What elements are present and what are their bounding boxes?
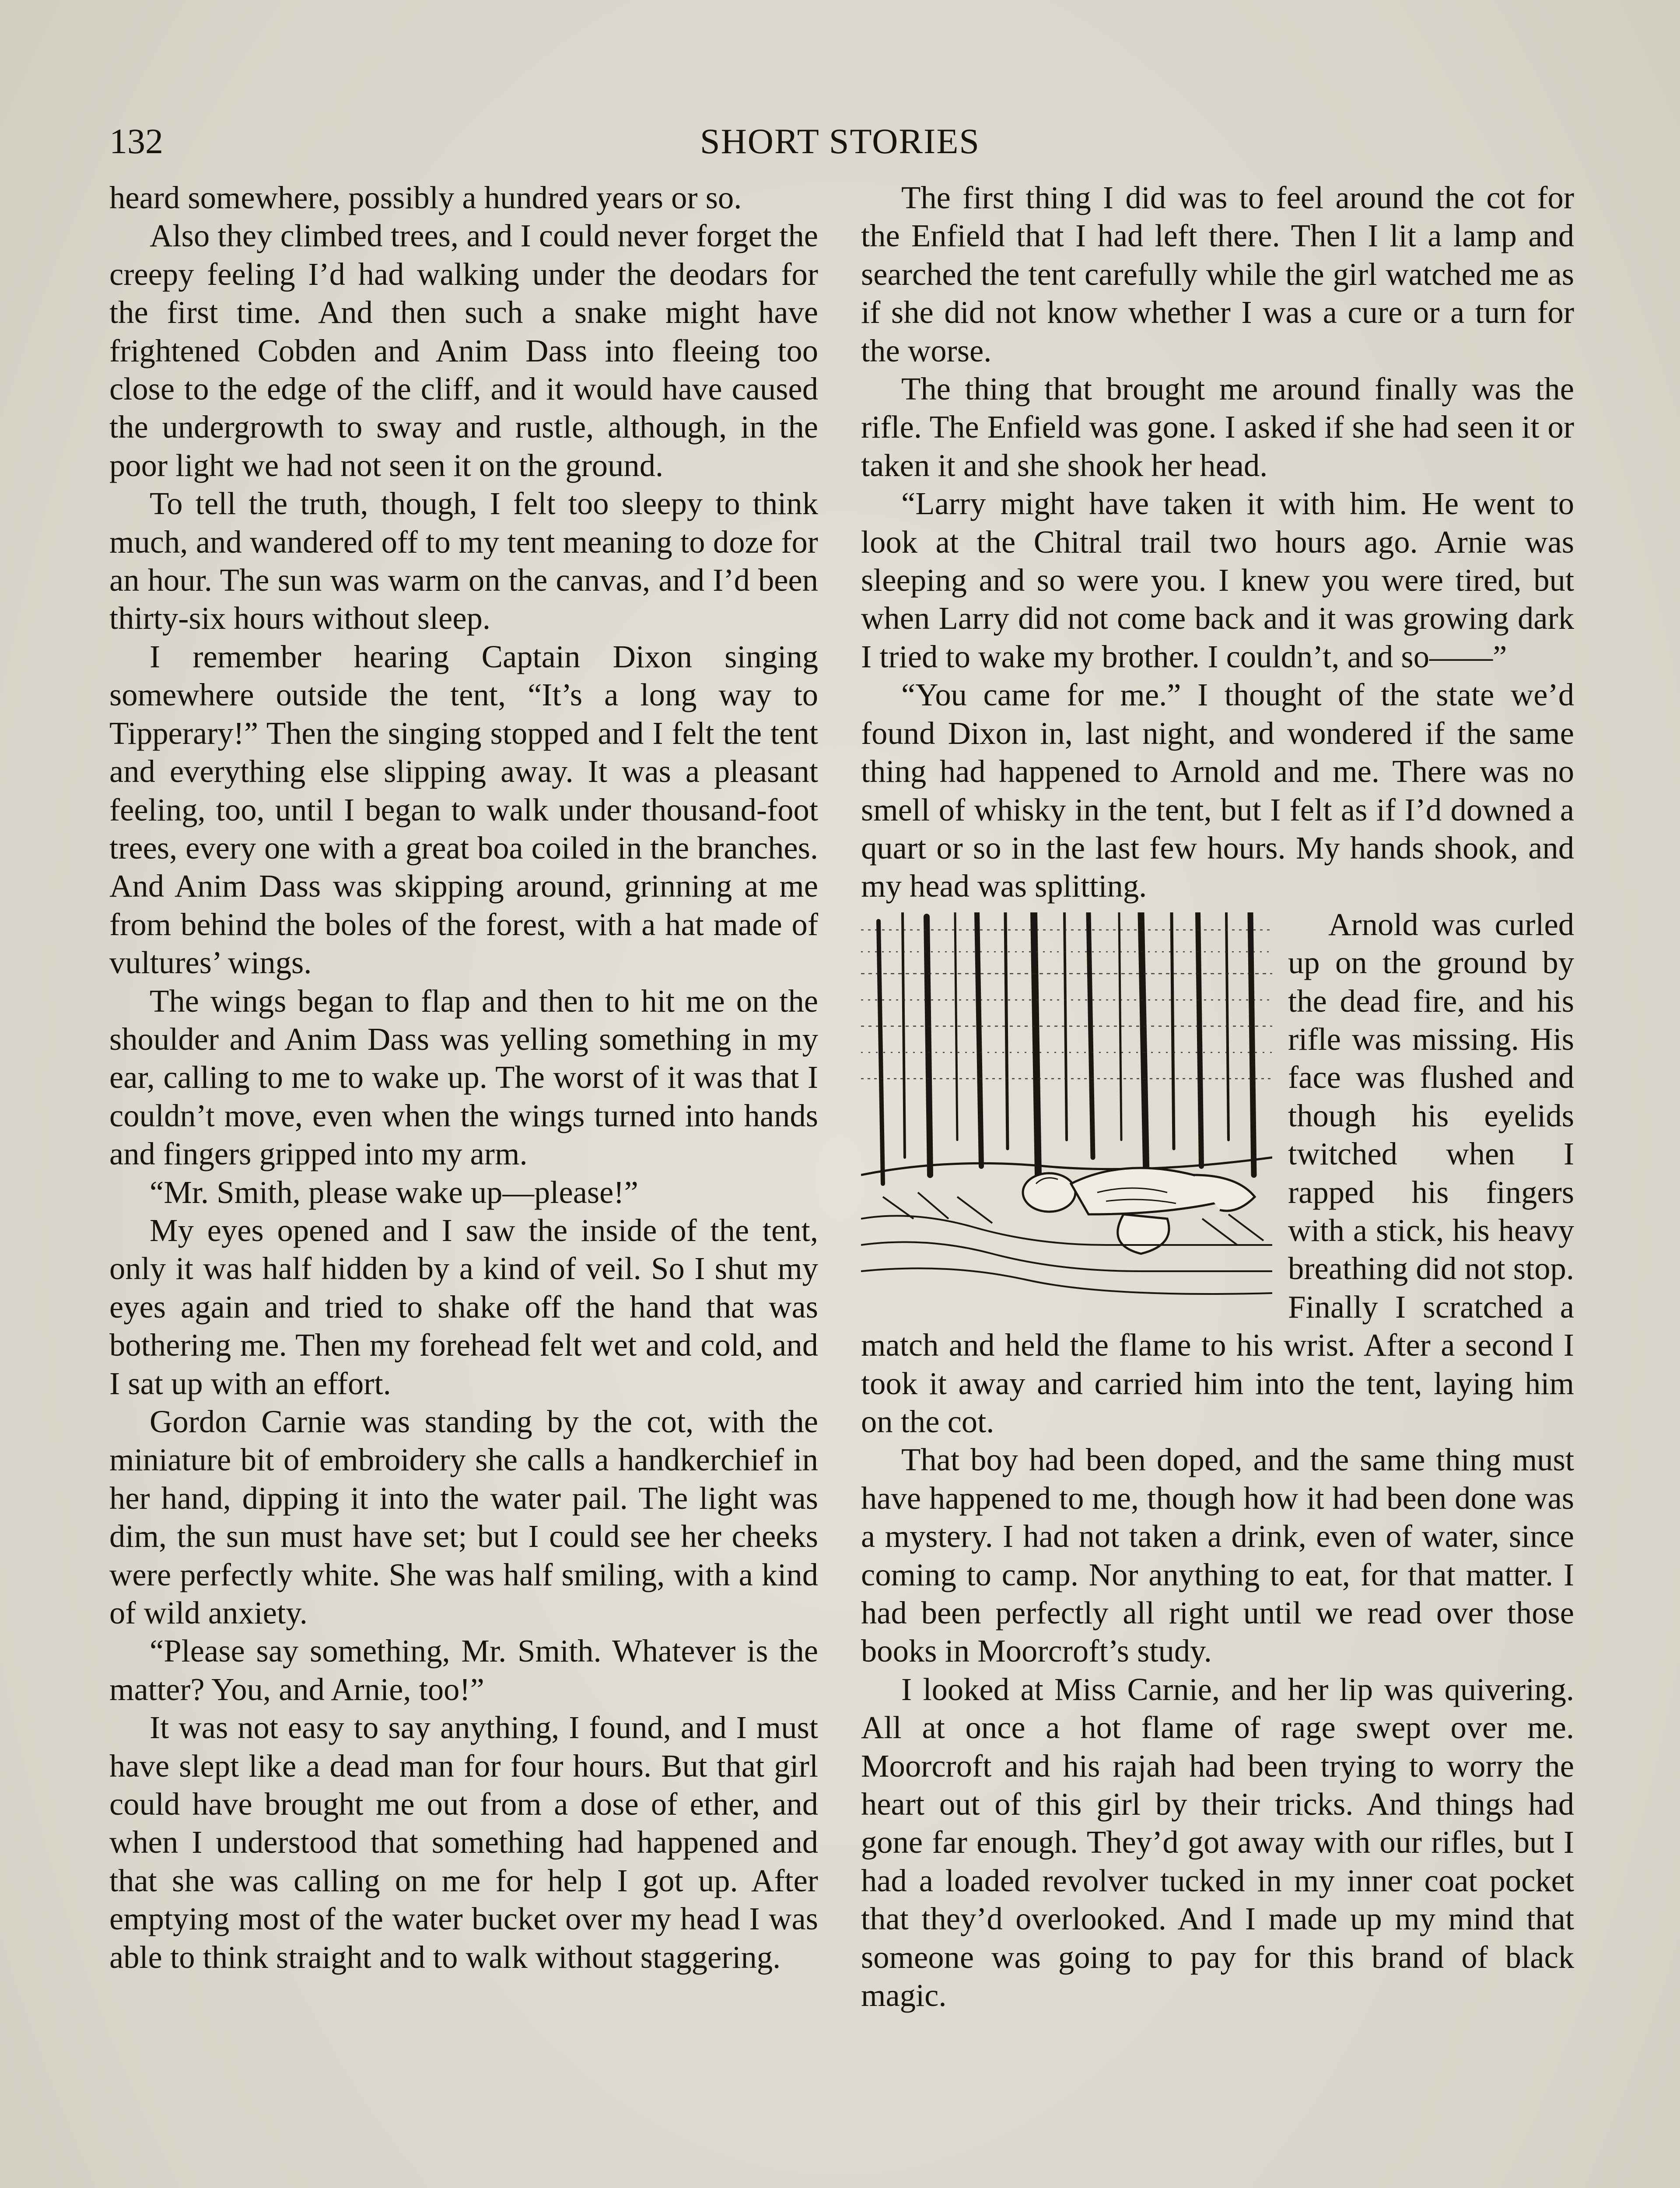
paragraph: I looked at Miss Carnie, and her lip was quivering. All at once a hot flame of rage swept over me. Moorcroft and his rajah had been trying to worry the heart out of this girl by their tricks. And things had gone far enough. They’d got away with our rifles, but I had a loaded revolver tucked in my inner coat pocket that they’d overlooked. And I made up my mind that someone was going to pay for this brand of black magic. — [861, 1671, 1574, 2013]
paragraph: “Please say something, Mr. Smith. Whatever is the matter? You, and Arnie, too!” — [109, 1633, 818, 1707]
paragraph: “Larry might have taken it with him. He went to look at the Chitral trail two hours ago. Arnie was sleeping and so were you. I knew you were tired, but when Larry did not come back and it was growing dark I tried to wake my brother. I couldn’t, and so——” — [861, 486, 1574, 674]
paragraph: I remember hearing Captain Dixon singing somewhere outside the tent, “It’s a long way to Tipperary!” Then the singing stopped and I felt the tent and everything else slipping away. It was a pleasant feeling, too, until I began to walk under thousand-foot trees, every one with a great boa coiled in the branches. And Anim Dass was skipping around, grinning at me from behind the boles of the forest, with a hat made of vultures’ wings. — [109, 638, 818, 981]
paragraph: Also they climbed trees, and I could never forget the creepy feeling I’d had walking under the deodars for the first time. And then such a snake might have frightened Cobden and Anim Dass into fleeing too close to the edge of the cliff, and it would have caused the undergrowth to sway and rustle, although, in the poor light we had not seen it on the ground. — [109, 218, 818, 483]
paragraph: To tell the truth, though, I felt too sleepy to think much, and wandered off to my tent meaning to doze for an hour. The sun was warm on the canvas, and I’d been thirty-six hours without sleep. — [109, 486, 818, 636]
paragraph: “You came for me.” I thought of the state we’d found Dixon in, last night, and wondered if the same thing had happened to Arnold and me. There was no smell of whisky in the tent, but I felt as if I’d downed a quart or so in the last few hours. My hands shook, and my head was splitting. — [861, 677, 1574, 904]
page-title: SHORT STORIES — [700, 121, 980, 161]
paragraph: “Mr. Smith, please wake up—please!” — [150, 1174, 638, 1210]
paragraph: The first thing I did was to feel around the cot for the Enfield that I had left there. Then I lit a lamp and searched the tent carefully while the girl watched me as if she did not know whether I was a cure or a turn for the worse. — [861, 180, 1574, 368]
running-head — [109, 117, 1571, 165]
paragraph: It was not easy to say anything, I found, and I must have slept like a dead man for four hours. But that girl could have brought me out from a dose of ether, and when I understood that something had happened and that she was calling on me for help I got up. After emptying most of the water bucket over my head I was able to think straight and to walk without staggering. — [109, 1710, 818, 1975]
illustrated-paragraph: Arnold was curled up on the ground by the dead fire, and his rifle was missing. His face was flushed and though his eyelids twitched when I rapped his fingers with a stick, his heavy breathing did not stop. Finally I scratched a match and held the flame to his wrist. After a second I took it away and carried him into the tent, laying him on the cot. — [861, 906, 1574, 1439]
left-column — [109, 179, 818, 2188]
paragraph: Gordon Carnie was standing by the cot, with the miniature bit of embroidery she calls a handkerchief in her hand, dipping it into the water pail. The light was dim, the sun must have set; but I could see her cheeks were perfectly white. She was half smiling, with a kind of wild anxiety. — [109, 1404, 818, 1631]
forest-illustration — [861, 912, 1272, 1297]
right-column — [861, 179, 1574, 2188]
paragraph: heard somewhere, possibly a hundred years or so. — [109, 180, 742, 215]
sleeping-man-illustration — [861, 912, 1272, 1297]
paragraph: The thing that brought me around finally was the rifle. The Enfield was gone. I asked if she had seen it or taken it and she shook her head. — [861, 371, 1574, 483]
paragraph: The wings began to flap and then to hit me on the shoulder and Anim Dass was yelling something in my ear, calling to me to wake up. The worst of it was that I couldn’t move, even when the wings turned into hands and fingers gripped into my arm. — [109, 983, 818, 1172]
paragraph: That boy had been doped, and the same thing must have happened to me, though how it had been done was a mystery. I had not taken a drink, even of water, since coming to camp. Nor anything to eat, for that matter. I had been perfectly all right until we read over those books in Moorcroft’s study. — [861, 1442, 1574, 1669]
paragraph: My eyes opened and I saw the inside of the tent, only it was half hidden by a kind of veil. So I shut my eyes again and tried to shake off the hand that was bothering me. Then my forehead felt wet and cold, and I sat up with an effort. — [109, 1212, 818, 1401]
page-number: 132 — [109, 121, 163, 161]
